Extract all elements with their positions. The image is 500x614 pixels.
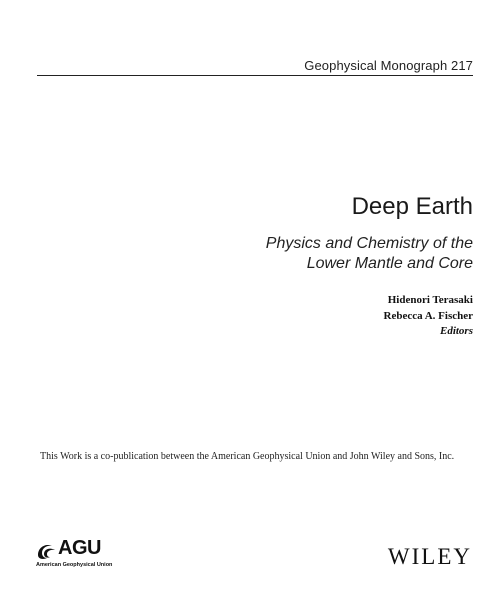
wiley-logo: WILEY [387, 544, 472, 569]
subtitle-line: Lower Mantle and Core [306, 255, 473, 272]
series-title: Geophysical Monograph 217 [304, 58, 473, 73]
book-subtitle [266, 234, 473, 274]
book-title: Deep Earth [351, 193, 473, 220]
copublication-note: This Work is a co-publication between the American Geophysical Union and John Wiley and Sons, Inc. [40, 451, 455, 462]
agu-logo [35, 539, 115, 571]
editors-block [384, 293, 474, 340]
editor-name: Rebecca A. Fischer [383, 309, 473, 322]
editor-name: Hidenori Terasaki [387, 294, 473, 306]
agu-swirl-icon [35, 540, 59, 562]
agu-full-name: American Geophysical Union [36, 562, 113, 568]
editors-label: Editors [439, 325, 473, 337]
agu-wordmark: AGU [58, 537, 101, 559]
header-rule [37, 75, 473, 76]
subtitle-line: Physics and Chemistry of the [265, 235, 473, 252]
